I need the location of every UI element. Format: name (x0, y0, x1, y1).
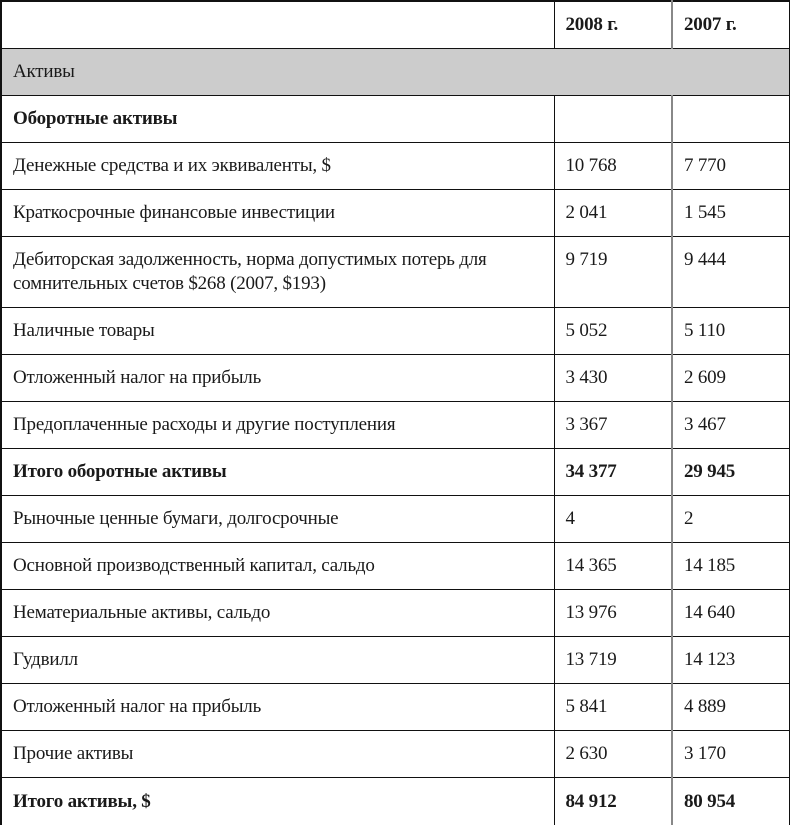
table-row (1, 684, 790, 731)
table-row (1, 308, 790, 355)
value-2008: 3 430 (554, 355, 672, 402)
value-2007: 14 185 (672, 543, 790, 590)
value-2007: 3 170 (672, 731, 790, 778)
value-2007: 7 770 (672, 143, 790, 190)
value-2007: 9 444 (672, 237, 790, 308)
value-2008: 84 912 (554, 778, 672, 826)
table-row (1, 590, 790, 637)
table-row (1, 355, 790, 402)
row-label: Отложенный налог на прибыль (1, 355, 554, 402)
section-row-assets (1, 49, 790, 96)
header-2008: 2008 г. (554, 1, 672, 49)
row-label: Итого активы, $ (13, 790, 151, 812)
row-label: Итого оборотные активы (1, 449, 554, 496)
table-header-row (1, 1, 790, 49)
row-label: Дебиторская задолженность, норма допустимых потерь для сомнительных счетов $268 (2007, $193) (1, 237, 554, 308)
value-2008: 13 719 (554, 637, 672, 684)
value-2008: 5 052 (554, 308, 672, 355)
subsection-title: Оборотные активы (1, 96, 554, 143)
table-row (1, 731, 790, 778)
value-2007: 29 945 (672, 449, 790, 496)
subsection-row-current-assets (1, 96, 790, 143)
row-label: Краткосрочные финансовые инвестиции (1, 190, 554, 237)
table-row (1, 237, 790, 308)
value-2008: 2 041 (554, 190, 672, 237)
value-2007: 3 467 (672, 402, 790, 449)
row-label: Основной производственный капитал, сальдо (1, 543, 554, 590)
header-label-cell (1, 1, 554, 49)
total-row-assets (1, 778, 790, 826)
table-row (1, 543, 790, 590)
empty-cell (672, 96, 790, 143)
value-2007: 80 954 (672, 778, 790, 826)
value-2007: 2 (672, 496, 790, 543)
value-2007: 4 889 (672, 684, 790, 731)
row-label: Гудвилл (1, 637, 554, 684)
row-label: Нематериальные активы, сальдо (1, 590, 554, 637)
empty-cell (554, 96, 672, 143)
value-2008: 2 630 (554, 731, 672, 778)
value-2008: 4 (554, 496, 672, 543)
row-label: Отложенный налог на прибыль (1, 684, 554, 731)
table-row (1, 496, 790, 543)
value-2007: 1 545 (672, 190, 790, 237)
table-row (1, 190, 790, 237)
row-label: Рыночные ценные бумаги, долгосрочные (1, 496, 554, 543)
value-2007: 14 640 (672, 590, 790, 637)
value-2008: 5 841 (554, 684, 672, 731)
value-2008: 34 377 (554, 449, 672, 496)
section-title: Активы (1, 49, 790, 96)
total-row-current-assets (1, 449, 790, 496)
value-2007: 14 123 (672, 637, 790, 684)
value-2007: 2 609 (672, 355, 790, 402)
row-label: Предоплаченные расходы и другие поступления (1, 402, 554, 449)
row-label: Наличные товары (1, 308, 554, 355)
value-2008: 10 768 (554, 143, 672, 190)
table-row (1, 402, 790, 449)
value-2007: 5 110 (672, 308, 790, 355)
value-2008: 9 719 (554, 237, 672, 308)
row-label: Прочие активы (1, 731, 554, 778)
header-2007: 2007 г. (672, 1, 790, 49)
value-2008: 14 365 (554, 543, 672, 590)
table-row (1, 143, 790, 190)
table-row (1, 637, 790, 684)
row-label: Денежные средства и их эквиваленты, $ (1, 143, 554, 190)
value-2008: 3 367 (554, 402, 672, 449)
value-2008: 13 976 (554, 590, 672, 637)
